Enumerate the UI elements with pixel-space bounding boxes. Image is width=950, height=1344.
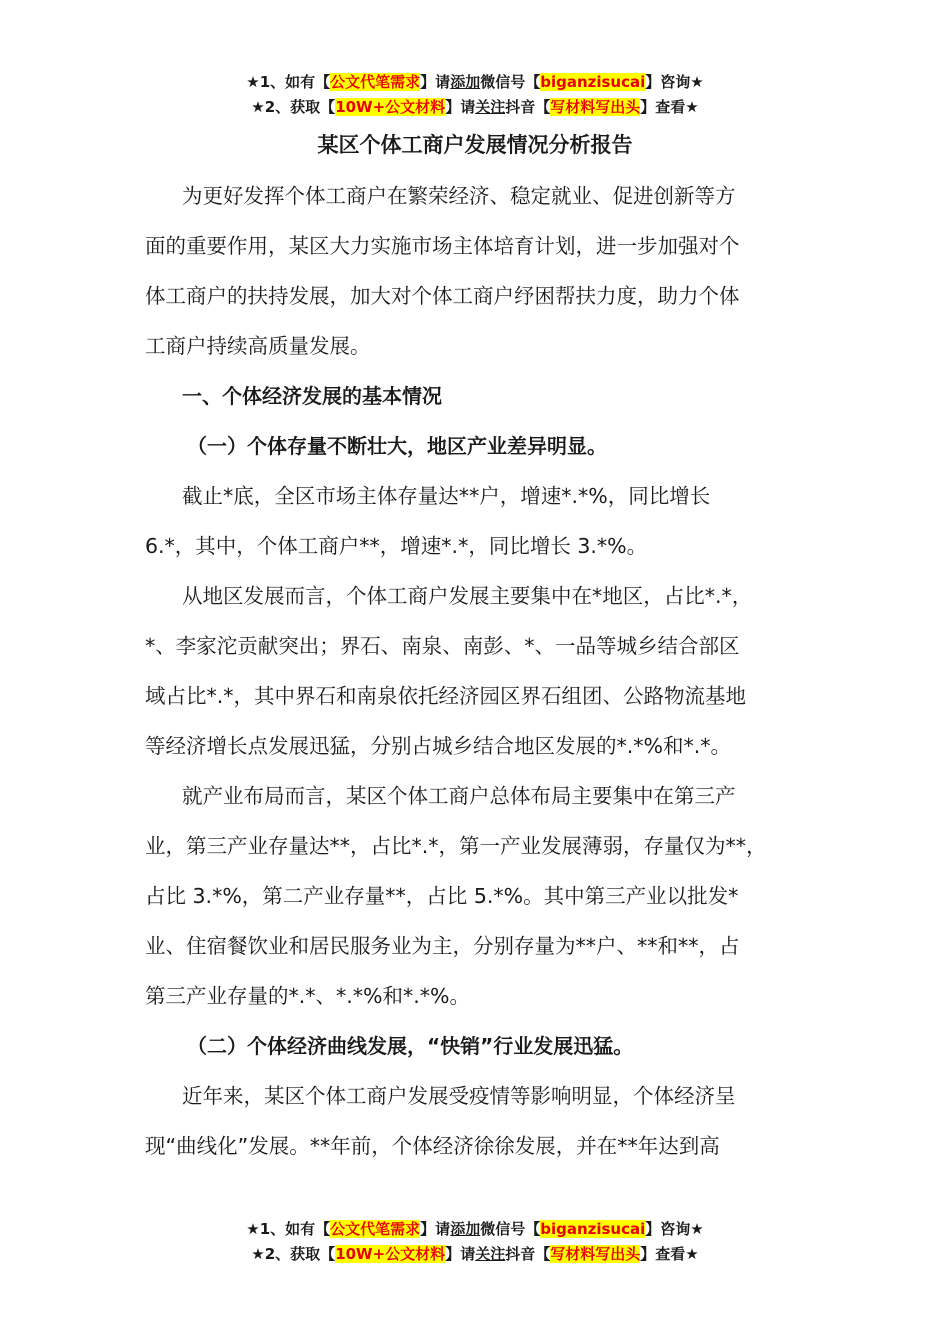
body-line: 业、住宿餐饮业和居民服务业为主，分别存量为**户、**和**，占 <box>145 934 740 958</box>
document-title: 某区个体工商户发展情况分析报告 <box>317 133 633 157</box>
body-line: 占比 3.*%，第二产业存量**，占比 5.*%。其中第三产业以批发* <box>145 884 739 908</box>
subsection-heading: （一）个体存量不断壮大，地区产业差异明显。 <box>187 434 607 458</box>
body-line: 域占比*.*，其中界石和南泉依托经济园区界石组团、公路物流基地 <box>145 684 747 708</box>
promo-wechat-id: biganzisucai <box>540 73 646 91</box>
promo-footer <box>0 1217 950 1267</box>
body-line: 为更好发挥个体工商户在繁荣经济、稳定就业、促进创新等方 <box>182 184 736 208</box>
promo-header <box>0 70 950 120</box>
body-line: 第三产业存量的*.*、*.*%和*.*%。 <box>145 984 471 1008</box>
promo-text: 微信号【 <box>480 73 541 91</box>
body-line: 从地区发展而言，个体工商户发展主要集中在*地区，占比*.*， <box>182 584 753 608</box>
body-line: 面的重要作用，某区大力实施市场主体培育计划，进一步加强对个 <box>145 234 740 258</box>
document-body <box>145 171 815 1171</box>
promo-underline: 添加 <box>450 1220 481 1238</box>
promo-line-1 <box>0 1217 950 1242</box>
promo-text: 】请 <box>445 1245 476 1263</box>
promo-text: ★2、获取【 <box>251 1245 336 1263</box>
promo-douyin-id: 写材料写出头 <box>550 1245 641 1263</box>
promo-text: 抖音【 <box>505 98 551 116</box>
body-line: 业，第三产业存量达**，占比*.*，第一产业发展薄弱，存量仅为**， <box>145 834 767 858</box>
promo-underline: 关注 <box>475 1245 506 1263</box>
promo-text: ★1、如有【 <box>246 73 331 91</box>
promo-text: ★2、获取【 <box>251 98 336 116</box>
promo-text: 】请 <box>420 73 451 91</box>
body-line: 体工商户的扶持发展，加大对个体工商户纾困帮扶力度，助力个体 <box>145 284 740 308</box>
promo-underline: 添加 <box>450 73 481 91</box>
promo-highlight: 10W+公文材料 <box>335 98 446 116</box>
promo-wechat-id: biganzisucai <box>540 1220 646 1238</box>
promo-text: 】请 <box>445 98 476 116</box>
promo-douyin-id: 写材料写出头 <box>550 98 641 116</box>
promo-underline: 关注 <box>475 98 506 116</box>
body-line: 截止*底，全区市场主体存量达**户，增速*.*%，同比增长 <box>182 484 711 508</box>
promo-highlight: 公文代笔需求 <box>330 1220 421 1238</box>
promo-text: 】咨询★ <box>645 1220 704 1238</box>
promo-highlight: 10W+公文材料 <box>335 1245 446 1263</box>
subsection-heading: （二）个体经济曲线发展，“快销”行业发展迅猛。 <box>187 1034 634 1058</box>
body-line: *、李家沱贡献突出；界石、南泉、南彭、*、一品等城乡结合部区 <box>145 634 740 658</box>
section-heading: 一、个体经济发展的基本情况 <box>182 384 442 408</box>
promo-text: 】咨询★ <box>645 73 704 91</box>
promo-line-2 <box>0 1242 950 1267</box>
body-line: 等经济增长点发展迅猛，分别占城乡结合地区发展的*.*%和*.*。 <box>145 734 732 758</box>
body-line: 就产业布局而言，某区个体工商户总体布局主要集中在第三产 <box>182 784 736 808</box>
promo-text: 抖音【 <box>505 1245 551 1263</box>
body-line: 现“曲线化”发展。**年前，个体经济徐徐发展，并在**年达到高 <box>145 1134 720 1158</box>
body-line: 近年来，某区个体工商户发展受疫情等影响明显，个体经济呈 <box>182 1084 736 1108</box>
promo-text: 】查看★ <box>640 98 699 116</box>
promo-line-1 <box>0 70 950 95</box>
body-line: 工商户持续高质量发展。 <box>145 334 371 358</box>
body-line: 6.*，其中，个体工商户**，增速*.*，同比增长 3.*%。 <box>145 534 648 558</box>
promo-highlight: 公文代笔需求 <box>330 73 421 91</box>
promo-text: 】查看★ <box>640 1245 699 1263</box>
promo-text: ★1、如有【 <box>246 1220 331 1238</box>
promo-text: 微信号【 <box>480 1220 541 1238</box>
promo-line-2 <box>0 95 950 120</box>
promo-text: 】请 <box>420 1220 451 1238</box>
